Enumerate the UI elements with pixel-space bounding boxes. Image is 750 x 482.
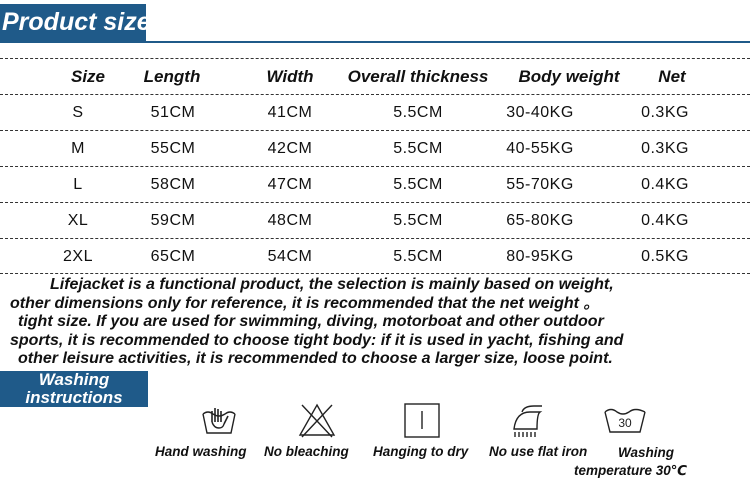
length-cell: 59CM	[150, 212, 196, 229]
size-cell: XL	[67, 212, 89, 229]
body-weight-cell: 30-40KG	[506, 104, 574, 121]
net-cell: 0.5KG	[641, 248, 689, 265]
washing-title-line1: Washing	[38, 370, 110, 389]
header-body-weight: Body weight	[518, 67, 620, 86]
body-weight-cell: 55-70KG	[506, 176, 574, 193]
washing-instructions-title	[0, 371, 148, 407]
size-table	[0, 58, 750, 272]
width-cell: 42CM	[267, 140, 313, 157]
wash-temperature-label-line1: Washing	[618, 445, 675, 460]
header-length: Length	[143, 67, 201, 86]
net-cell: 0.3KG	[641, 140, 689, 157]
wash-temperature-label-line2: temperature 30℃	[574, 463, 688, 478]
header-width: Width	[266, 67, 314, 86]
size-cell: M	[71, 140, 85, 157]
hand-wash-icon	[198, 400, 240, 440]
body-weight-cell: 40-55KG	[506, 140, 574, 157]
size-cell: L	[73, 176, 83, 193]
product-description	[10, 276, 745, 369]
svg-text:30: 30	[618, 416, 632, 430]
table-row	[0, 238, 750, 274]
length-cell: 65CM	[150, 248, 196, 265]
net-cell: 0.4KG	[641, 176, 689, 193]
header-thickness: Overall thickness	[347, 67, 489, 86]
width-cell: 47CM	[267, 176, 313, 193]
header-net: Net	[658, 67, 686, 86]
body-weight-cell: 80-95KG	[506, 248, 574, 265]
header-size: Size	[70, 67, 106, 86]
length-cell: 55CM	[150, 140, 196, 157]
hang-dry-label: Hanging to dry	[373, 444, 469, 459]
size-cell: S	[72, 104, 84, 121]
wash-temperature-icon	[602, 400, 648, 440]
description-line: other dimensions only for reference, it is recommended that the net weight 。	[10, 294, 600, 312]
no-bleach-label: No bleaching	[264, 444, 349, 459]
hang-dry-icon	[401, 400, 443, 440]
table-header-row	[0, 58, 750, 94]
no-bleach-icon	[296, 400, 338, 440]
product-size-title: Product size	[0, 4, 146, 41]
table-row	[0, 94, 750, 130]
wash-temperature-label	[574, 444, 687, 480]
thickness-cell: 5.5CM	[393, 140, 443, 157]
description-line: other leisure activities, it is recommended to choose a larger size, loose point.	[18, 350, 613, 367]
body-weight-cell: 65-80KG	[506, 212, 574, 229]
description-line: sports, it is recommended to choose tight body: if it is used in yacht, fishing and	[10, 331, 624, 349]
length-cell: 51CM	[150, 104, 196, 121]
width-cell: 48CM	[267, 212, 313, 229]
net-cell: 0.3KG	[641, 104, 689, 121]
no-iron-label: No use flat iron	[489, 444, 588, 459]
title-divider	[0, 41, 750, 43]
hand-wash-label: Hand washing	[155, 444, 247, 459]
net-cell: 0.4KG	[641, 212, 689, 229]
thickness-cell: 5.5CM	[393, 104, 443, 121]
description-line: Lifejacket is a functional product, the selection is mainly based on weight,	[50, 276, 614, 293]
table-row	[0, 202, 750, 238]
table-row	[0, 130, 750, 166]
length-cell: 58CM	[150, 176, 196, 193]
thickness-cell: 5.5CM	[393, 248, 443, 265]
width-cell: 54CM	[267, 248, 313, 265]
table-row	[0, 166, 750, 202]
size-cell: 2XL	[63, 248, 93, 265]
width-cell: 41CM	[267, 104, 313, 121]
description-line: tight size. If you are used for swimming, diving, motorboat and other outdoor	[18, 313, 604, 330]
thickness-cell: 5.5CM	[393, 212, 443, 229]
no-iron-icon	[506, 400, 548, 440]
thickness-cell: 5.5CM	[393, 176, 443, 193]
washing-title-line2: instructions	[25, 388, 123, 407]
